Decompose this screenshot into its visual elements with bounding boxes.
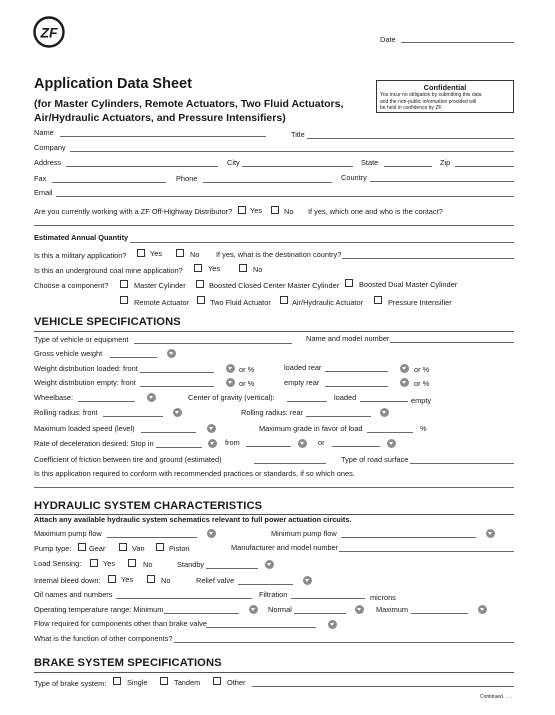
max-pump-label: Maximum pump flow	[34, 529, 102, 538]
standby-unit-dropdown[interactable]	[265, 560, 274, 569]
gvw-label: Gross vehicle weight	[34, 349, 103, 358]
pump-type-van-label: Van	[132, 544, 145, 553]
road-surface-label: Type of road surface	[341, 455, 409, 464]
component-checkbox-boosted-closed-center[interactable]	[196, 280, 204, 288]
function-field[interactable]	[174, 642, 514, 643]
cog-label: Center of gravity (vertical):	[188, 393, 275, 402]
component-checkbox-pressure-intensifier[interactable]	[374, 296, 382, 304]
military-followup: If yes, what is the destination country?	[216, 250, 342, 259]
min-pump-field[interactable]	[341, 537, 476, 538]
op-temp-min-dropdown[interactable]	[249, 605, 258, 614]
gvw-field[interactable]	[110, 357, 157, 358]
brake-type-tandem-label: Tandem	[174, 678, 201, 687]
op-temp-normal-field[interactable]	[294, 613, 346, 614]
component-checkbox-air-hydraulic[interactable]	[280, 296, 288, 304]
empty-rear-label: empty rear	[284, 378, 320, 387]
component-checkbox-two-fluid[interactable]	[197, 296, 205, 304]
distributor-no-checkbox[interactable]	[271, 206, 279, 214]
pump-type-piston-checkbox[interactable]	[156, 543, 164, 551]
decel-stop-dropdown[interactable]	[208, 439, 217, 448]
title-field[interactable]	[307, 138, 514, 139]
rolling-radius-front-dropdown[interactable]	[173, 408, 182, 417]
component-label-boosted-dual: Boosted Dual Master Cylinder	[359, 280, 458, 289]
military-no-checkbox[interactable]	[176, 249, 184, 257]
max-grade-field[interactable]	[367, 432, 413, 433]
decel-or-field[interactable]	[332, 446, 380, 447]
flow-required-label: Flow required for components other than brake valve	[34, 619, 207, 628]
brake-type-other-field[interactable]	[252, 686, 514, 687]
component-label-two-fluid: Two Fluid Actuator	[210, 298, 271, 307]
name-label: Name	[34, 128, 54, 137]
company-field[interactable]	[70, 151, 514, 152]
wd-loaded-front-dropdown[interactable]	[226, 364, 235, 373]
component-question: Choose a component?	[34, 281, 109, 290]
military-question: Is this a military application?	[34, 251, 127, 260]
rolling-radius-front-label: Rolling radius: front	[34, 408, 98, 417]
brake-type-tandem-checkbox[interactable]	[160, 677, 168, 685]
state-label: State	[361, 158, 379, 167]
max-pump-field[interactable]	[107, 537, 197, 538]
relief-valve-unit-dropdown[interactable]	[303, 576, 312, 585]
friction-label: Coefficient of friction between tire and ground (estimated)	[34, 455, 222, 464]
pump-type-gear-label: Gear	[89, 544, 106, 553]
bleed-down-no-checkbox[interactable]	[147, 575, 155, 583]
op-temp-max-dropdown[interactable]	[478, 605, 487, 614]
distributor-no-label: No	[284, 207, 294, 216]
decel-or-dropdown[interactable]	[387, 439, 396, 448]
component-label-boosted-closed-center: Boosted Closed Center Master Cylinder	[209, 281, 340, 290]
filtration-field[interactable]	[291, 598, 365, 599]
decel-or-label: or	[318, 438, 325, 447]
model-label: Name and model number	[306, 334, 390, 343]
decel-from-label: from	[225, 438, 240, 447]
op-temp-max-field[interactable]	[411, 613, 468, 614]
brake-type-other-checkbox[interactable]	[213, 677, 221, 685]
flow-required-unit-dropdown[interactable]	[328, 620, 337, 629]
gvw-unit-dropdown[interactable]	[167, 349, 176, 358]
component-label-master-cylinder: Master Cylinder	[134, 281, 186, 290]
empty-rear-or-pct: or %	[414, 379, 430, 388]
annual-quantity-label: Estimated Annual Quantity	[34, 233, 129, 242]
state-field[interactable]	[384, 166, 432, 167]
coal-mine-yes-label: Yes	[208, 264, 221, 273]
svg-text:ZF: ZF	[40, 24, 58, 41]
filtration-label: Filtration	[259, 590, 288, 599]
load-sensing-no-label: No	[143, 560, 153, 569]
annual-quantity-field[interactable]	[130, 242, 514, 243]
rolling-radius-front-field[interactable]	[103, 416, 163, 417]
date-field[interactable]	[401, 42, 514, 43]
wd-empty-front-or-pct: or %	[239, 379, 255, 388]
rolling-radius-rear-dropdown[interactable]	[380, 408, 389, 417]
confidential-line-1: You incur no obligation by submitting this data	[380, 92, 482, 98]
cog-loaded-field[interactable]	[360, 401, 408, 402]
min-pump-unit-dropdown[interactable]	[486, 529, 495, 538]
decel-from-dropdown[interactable]	[298, 439, 307, 448]
city-label: City	[227, 158, 240, 167]
relief-valve-label: Relief valve	[196, 576, 235, 585]
coal-mine-question: Is this an underground coal mine application?	[34, 266, 183, 275]
decel-from-field[interactable]	[246, 446, 291, 447]
pump-type-gear-checkbox[interactable]	[78, 543, 86, 551]
standby-field[interactable]	[206, 568, 258, 569]
component-checkbox-remote-actuator[interactable]	[120, 296, 128, 304]
wd-loaded-front-or-pct: or %	[239, 365, 255, 374]
microns-label: microns	[370, 593, 396, 602]
loaded-rear-or-pct: or %	[414, 365, 430, 374]
wheelbase-field[interactable]	[78, 401, 135, 402]
coal-mine-yes-checkbox[interactable]	[194, 264, 202, 272]
continued-note: Continued. . . .	[480, 694, 513, 700]
decel-stop-field[interactable]	[156, 447, 202, 448]
fax-label: Fax	[34, 174, 47, 183]
zf-logo-mark	[33, 16, 65, 48]
oil-label: Oil names and numbers	[34, 590, 113, 599]
military-yes-label: Yes	[150, 249, 163, 258]
phone-field[interactable]	[203, 182, 332, 183]
title-label: Title	[291, 130, 305, 139]
coal-mine-no-label: No	[253, 265, 263, 274]
standards-question: Is this application required to conform with recommended practices or standards, if so which ones.	[34, 469, 355, 478]
military-yes-checkbox[interactable]	[137, 249, 145, 257]
address-field[interactable]	[66, 166, 218, 167]
op-temp-min-field[interactable]	[164, 613, 239, 614]
op-temp-normal-dropdown[interactable]	[355, 605, 364, 614]
pump-type-label: Pump type:	[34, 544, 72, 553]
pump-type-piston-label: Piston	[169, 544, 190, 553]
component-checkbox-boosted-dual[interactable]	[345, 279, 353, 287]
standards-field[interactable]	[34, 487, 514, 488]
function-question: What is the function of other components?	[34, 634, 173, 643]
max-grade-pct: %	[420, 424, 427, 433]
component-label-pressure-intensifier: Pressure Intensifier	[388, 298, 452, 307]
zip-field[interactable]	[455, 166, 514, 167]
subtitle-line-1: (for Master Cylinders, Remote Actuators, Two Fluid Actuators,	[34, 98, 344, 110]
max-grade-label: Maximum grade in favor of load	[259, 424, 363, 433]
company-label: Company	[34, 143, 66, 152]
pump-type-van-checkbox[interactable]	[119, 543, 127, 551]
manufacturer-label: Manufacturer and model number	[231, 543, 339, 552]
road-surface-field[interactable]	[410, 463, 514, 464]
bleed-down-label: Internal bleed down:	[34, 576, 101, 585]
vehicle-type-field[interactable]	[134, 343, 292, 344]
country-label: Country	[341, 173, 367, 182]
wheelbase-unit-dropdown[interactable]	[147, 393, 156, 402]
country-field[interactable]	[370, 181, 514, 182]
cog-field[interactable]	[287, 401, 327, 402]
fax-field[interactable]	[52, 182, 166, 183]
load-sensing-no-checkbox[interactable]	[128, 559, 136, 567]
wd-loaded-front-field[interactable]	[140, 372, 214, 373]
oil-field[interactable]	[116, 598, 252, 599]
military-no-label: No	[190, 250, 200, 259]
component-checkbox-master-cylinder[interactable]	[120, 280, 128, 288]
max-speed-unit-dropdown[interactable]	[207, 424, 216, 433]
component-label-air-hydraulic: Air/Hydraulic Actuator	[292, 298, 364, 307]
max-speed-field[interactable]	[141, 432, 196, 433]
bleed-down-yes-checkbox[interactable]	[108, 575, 116, 583]
distributor-question: Are you currently working with a ZF Off-Highway Distributor?	[34, 207, 233, 216]
manufacturer-field[interactable]	[339, 551, 514, 552]
loaded-rear-label: loaded rear	[284, 363, 322, 372]
wd-empty-front-label: Weight distribution empty: front	[34, 378, 136, 387]
coal-mine-no-checkbox[interactable]	[239, 264, 247, 272]
load-sensing-yes-label: Yes	[103, 559, 116, 568]
distributor-yes-checkbox[interactable]	[238, 206, 246, 214]
op-temp-normal-label: Normal	[268, 605, 292, 614]
rolling-radius-rear-field[interactable]	[306, 416, 371, 417]
wheelbase-label: Wheelbase:	[34, 393, 74, 402]
confidential-line-2: and the non-public information provided will	[380, 98, 477, 105]
standby-label: Standby	[177, 560, 205, 569]
wd-empty-front-field[interactable]	[140, 386, 214, 387]
city-field[interactable]	[242, 166, 353, 167]
brake-type-single-checkbox[interactable]	[113, 677, 121, 685]
hydraulic-note: Attach any available hydraulic system schematics relevant to full power actuation circuits.	[34, 515, 352, 524]
bleed-down-no-label: No	[161, 576, 171, 585]
rolling-radius-rear-label: Rolling radius: rear	[241, 408, 304, 417]
subtitle-line-2: Air/Hydraulic Actuators, and Pressure Intensifiers)	[34, 112, 286, 124]
destination-country-field[interactable]	[342, 258, 514, 259]
decel-label: Rate of deceleration desired: Stop in	[34, 439, 154, 448]
brake-type-other-label: Other	[227, 678, 246, 687]
date-label: Date	[380, 35, 396, 44]
brake-section-rule	[34, 672, 514, 673]
flow-required-field[interactable]	[206, 627, 316, 628]
brake-section-heading: BRAKE SYSTEM SPECIFICATIONS	[34, 657, 222, 669]
zf-logo	[33, 16, 65, 48]
component-label-remote-actuator: Remote Actuator	[134, 298, 190, 307]
confidential-box	[376, 80, 514, 113]
empty-rear-field[interactable]	[325, 386, 388, 387]
bleed-down-yes-label: Yes	[121, 575, 134, 584]
loaded-rear-dropdown[interactable]	[400, 364, 409, 373]
brake-type-label: Type of brake system:	[34, 679, 107, 688]
page-title: Application Data Sheet	[34, 76, 192, 92]
hydraulic-section-heading: HYDRAULIC SYSTEM CHARACTERISTICS	[34, 500, 263, 512]
op-temp-label: Operating temperature range: Minimum	[34, 605, 164, 614]
address-label: Address	[34, 158, 62, 167]
wd-loaded-front-label: Weight distribution loaded: front	[34, 364, 138, 373]
vehicle-type-label: Type of vehicle or equipment	[34, 335, 129, 344]
max-pump-unit-dropdown[interactable]	[207, 529, 216, 538]
min-pump-label: Minimum pump flow	[271, 529, 337, 538]
max-speed-label: Maximum loaded speed (level)	[34, 424, 135, 433]
cog-empty-label: empty	[411, 396, 432, 405]
model-field[interactable]	[390, 342, 514, 343]
zip-label: Zip	[440, 158, 451, 167]
vehicle-section-rule	[34, 331, 514, 332]
confidential-title: Confidential	[423, 83, 467, 92]
brake-type-single-label: Single	[127, 678, 148, 687]
confidential-line-3: be held in confidence by ZF.	[380, 105, 443, 111]
wd-empty-front-dropdown[interactable]	[226, 378, 235, 387]
loaded-rear-field[interactable]	[325, 371, 388, 372]
cog-loaded-label: loaded	[334, 393, 357, 402]
email-label: Email	[34, 188, 53, 197]
distributor-followup: If yes, which one and who is the contact?	[308, 207, 443, 216]
load-sensing-yes-checkbox[interactable]	[90, 559, 98, 567]
load-sensing-label: Load Sensing:	[34, 559, 82, 568]
name-field[interactable]	[60, 136, 266, 137]
relief-valve-field[interactable]	[238, 584, 293, 585]
op-temp-max-label: Maximum	[376, 605, 409, 614]
phone-label: Phone	[176, 174, 198, 183]
empty-rear-dropdown[interactable]	[400, 378, 409, 387]
friction-field[interactable]	[254, 463, 326, 464]
distributor-contact-field[interactable]	[34, 225, 514, 226]
vehicle-section-heading: VEHICLE SPECIFICATIONS	[34, 316, 181, 328]
distributor-yes-label: Yes	[250, 206, 263, 215]
email-field[interactable]	[56, 196, 514, 197]
